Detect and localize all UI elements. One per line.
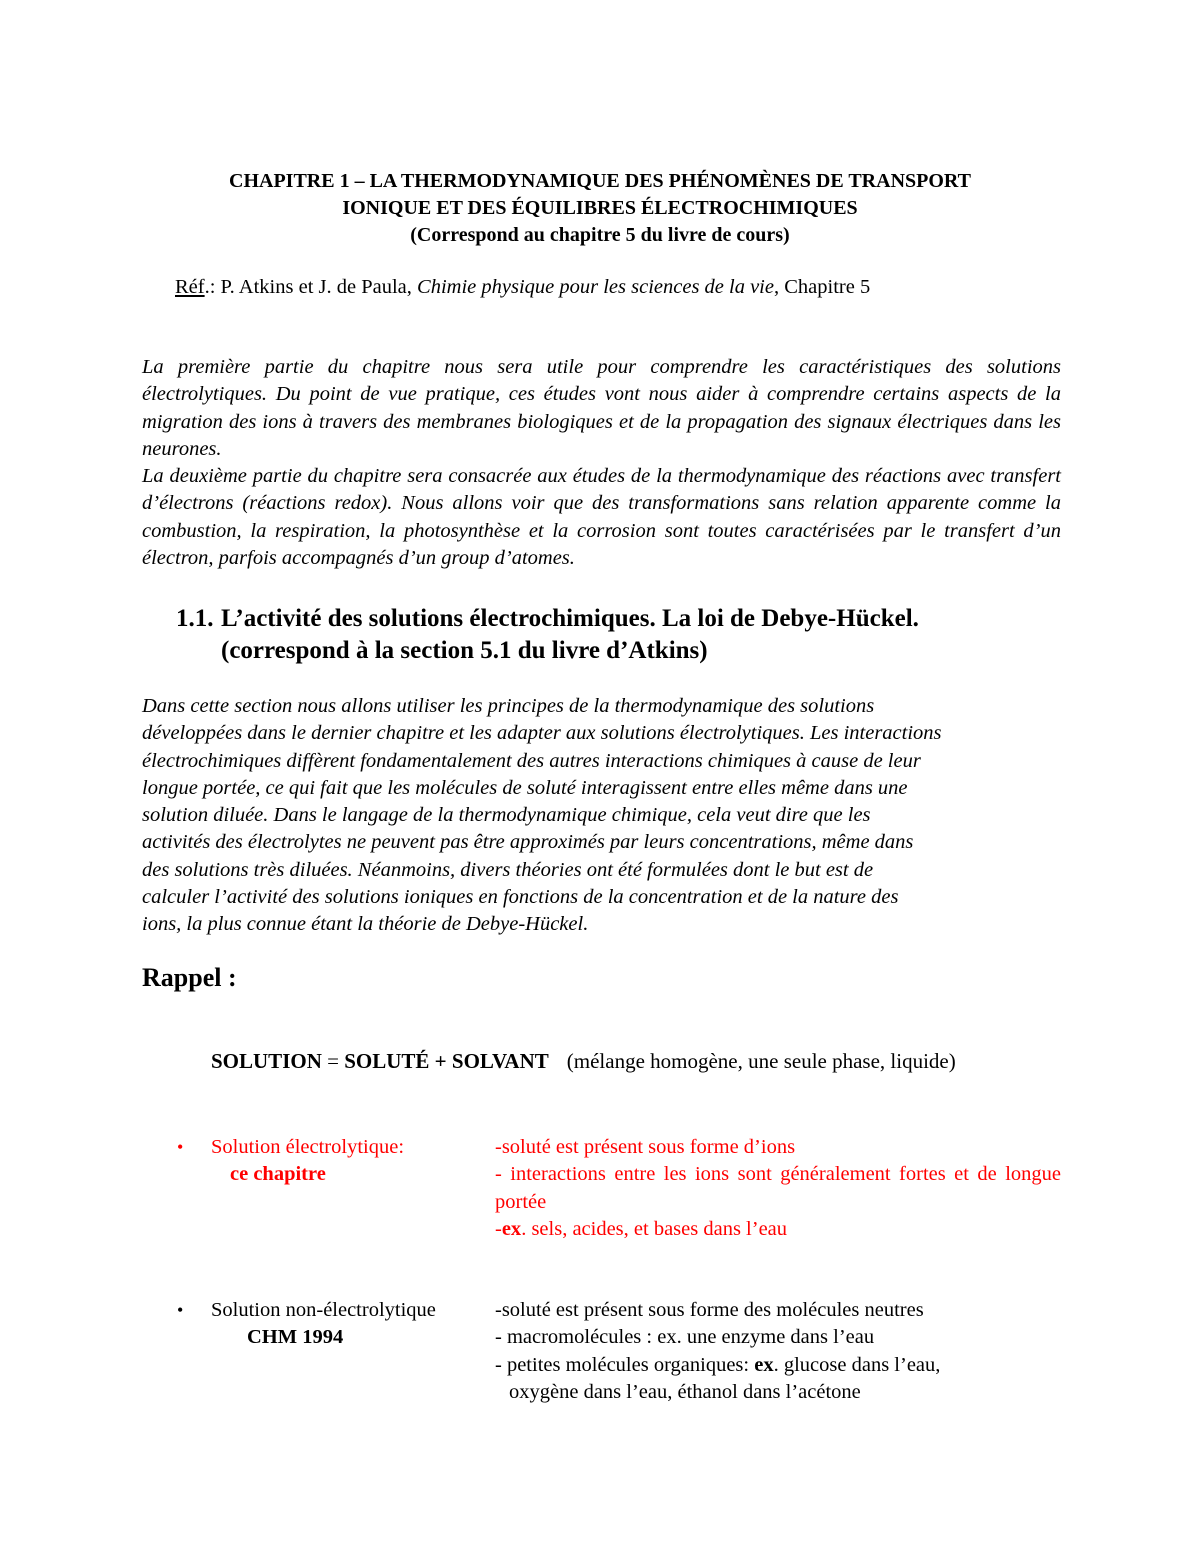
section-body-line: électrochimiques diffèrent fondamentalement des autres interactions chimiques à cause de leur (142, 749, 921, 772)
reference-label: Réf (175, 276, 205, 298)
section-title: L’activité des solutions électrochimiques. La loi de Debye-Hückel. (221, 605, 919, 632)
bullet-item-example: -ex. sels, acides, et bases dans l’eau (495, 1217, 788, 1240)
section-body-line: développées dans le dernier chapitre et les adapter aux solutions électrolytiques. Les interactions (142, 722, 942, 745)
bullet-item-example: - petites molécules organiques: ex. glucose dans l’eau, (495, 1353, 941, 1376)
section-body (142, 693, 1067, 939)
bullet-dot: • (177, 1300, 184, 1320)
bullet-item: -soluté est présent sous forme des molécules neutres (495, 1299, 924, 1321)
intro-text (142, 354, 1061, 572)
bullet-item-continuation: oxygène dans l’eau, éthanol dans l’acétone (509, 1380, 861, 1403)
intro-paragraph-2: La deuxième partie du chapitre sera consacrée aux études de la thermodynamique des réactions avec transfert d’électrons (réactions redox). Nous allons voir que des transformations sans relation apparente comme la combustion, la respiration, la photosynthèse et la corrosion sont toutes caractérisées par le transfert d’un électron, parfois accompagnés d’un group d’atomes. (142, 465, 1061, 570)
bullet-non-electrolytic (177, 1297, 1067, 1407)
reference-line (175, 276, 870, 299)
bullet-item: - interactions entre les ions sont généralement fortes et de longue portée (495, 1163, 1061, 1213)
reference-authors: .: P. Atkins et J. de Paula, (204, 276, 418, 298)
formula-solute-solvent: SOLUTÉ + SOLVANT (344, 1049, 549, 1073)
bullet-dot: • (177, 1137, 184, 1157)
chapter-title-line-3: (Correspond au chapitre 5 du livre de cours) (410, 224, 790, 246)
chapter-title-line-2: IONIQUE ET DES ÉQUILIBRES ÉLECTROCHIMIQUES (342, 197, 858, 219)
reference-book-title: Chimie physique pour les sciences de la vie (417, 276, 774, 298)
intro-paragraph-1: La première partie du chapitre nous sera utile pour comprendre les caractéristiques des solutions électrolytiques. Du point de vue pratique, ces études vont nous aider à comprendre certains aspects de la migration des ions à travers des membranes biologiques et de la propagation des signaux électriques dans les neurones. (142, 356, 1061, 460)
section-body-line: ions, la plus connue étant la théorie de Debye-Hückel. (142, 913, 589, 936)
section-body-line: calculer l’activité des solutions ioniques en fonctions de la concentration et de la nature des (142, 886, 899, 909)
bullet-electrolytic (177, 1134, 1067, 1244)
section-subtitle: (correspond à la section 5.1 du livre d’Atkins) (221, 637, 708, 664)
section-number: 1.1. (176, 605, 214, 632)
solution-formula (211, 1049, 956, 1074)
bullet-sublabel: CHM 1994 (247, 1326, 344, 1349)
section-body-line: Dans cette section nous allons utiliser les principes de la thermodynamique des solutions (142, 695, 875, 717)
section-heading (176, 603, 919, 667)
bullet-label: Solution électrolytique: (211, 1136, 405, 1158)
rappel-heading: Rappel : (142, 963, 237, 992)
formula-solution: SOLUTION (211, 1049, 322, 1073)
section-body-line: longue portée, ce qui fait que les molécules de soluté interagissent entre elles même dans une (142, 776, 908, 799)
bullet-item: -soluté est présent sous forme d’ions (495, 1136, 796, 1158)
section-body-line: des solutions très diluées. Néanmoins, divers théories ont été formulées dont le but est de (142, 858, 874, 881)
formula-note: (mélange homogène, une seule phase, liquide) (566, 1049, 956, 1073)
chapter-title (100, 168, 1100, 249)
bullet-sublabel: ce chapitre (230, 1163, 326, 1186)
bullet-item: - macromolécules : ex. une enzyme dans l’eau (495, 1326, 875, 1349)
chapter-title-line-1: CHAPITRE 1 – LA THERMODYNAMIQUE DES PHÉNOMÈNES DE TRANSPORT (229, 170, 971, 192)
formula-equals: = (321, 1049, 345, 1073)
bullet-label: Solution non-électrolytique (211, 1299, 436, 1321)
reference-chapter: , Chapitre 5 (773, 276, 871, 298)
section-body-line: activités des électrolytes ne peuvent pas être approximés par leurs concentrations, même dans (142, 831, 914, 854)
section-body-line: solution diluée. Dans le langage de la thermodynamique chimique, cela veut dire que les (142, 804, 871, 827)
